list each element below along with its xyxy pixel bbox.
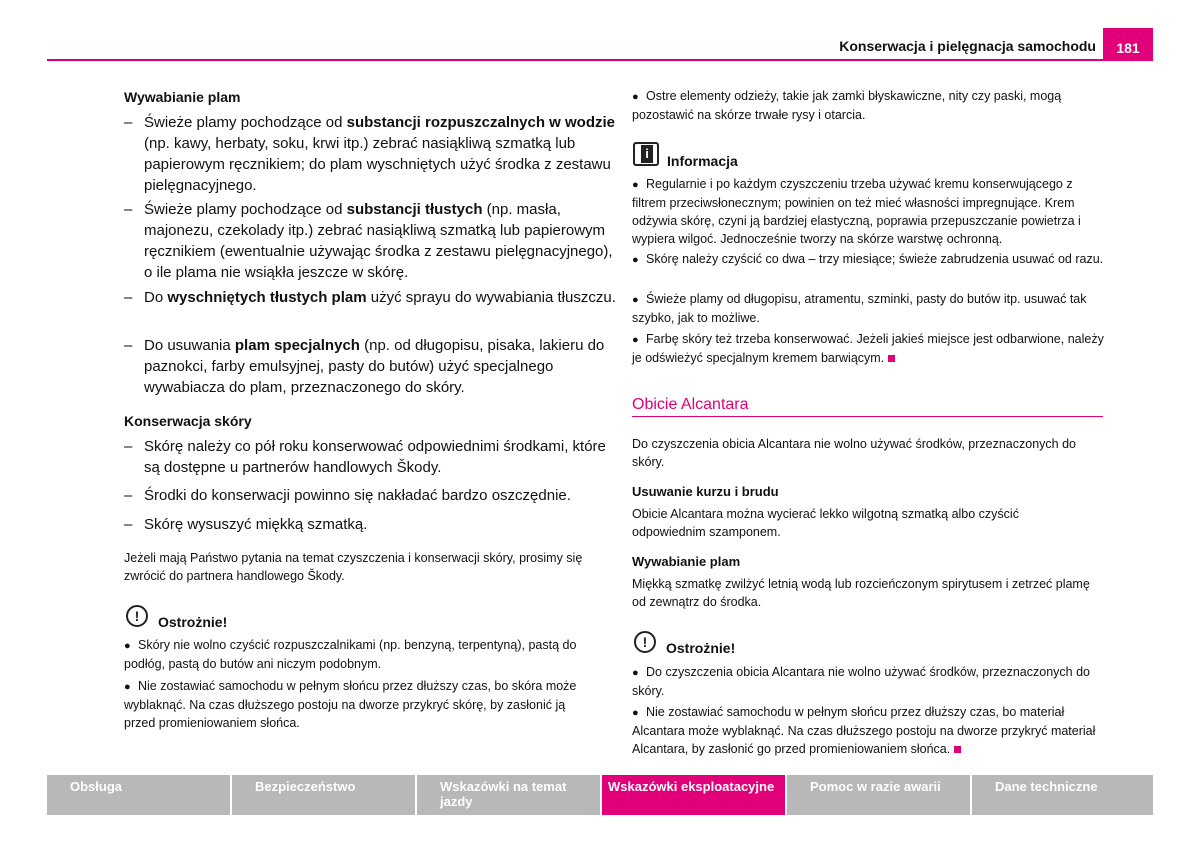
heading-wywabianie-plam: Wywabianie plam [124,89,241,105]
list-item: – Świeże plamy pochodzące od substancji rozpuszczalnych w wodzie (np. kawy, herbaty, soku, krwi itp.) zebrać nasiąkliwą szmatką lub papierowym ręcznikiem; do plam wyschniętych użyć środka z zestawu pielęgnacyjnego. [124,114,616,194]
warning-item: ● Nie zostawiać samochodu w pełnym słońcu przez dłuższy czas, bo materiał Alcantara może wyblaknąć. Na czas dłuższego postoju na dworze przykryć materiał Alcantara, by zasłonić go przed promieniowaniem słońca. [632,705,1096,756]
tab-dane-techniczne[interactable]: Dane techniczne [972,775,1153,815]
subheading-usuwanie-kurzu: Usuwanie kurzu i brudu [632,484,779,499]
tab-wskazowki-jazdy[interactable]: Wskazówki na temat jazdy [417,775,600,815]
subheading-wywabianie-plam: Wywabianie plam [632,554,741,569]
warning-title: Ostrożnie! [158,614,228,630]
section-title-alcantara: Obicie Alcantara [632,396,749,413]
info-icon: i [633,142,659,166]
tab-wskazowki-eksploatacyjne[interactable]: Wskazówki eksploatacyjne [602,775,785,815]
end-mark [954,746,961,753]
end-mark [888,355,895,362]
info-item: ● Świeże plamy od długopisu, atramentu, szminki, pasty do butów itp. usuwać tak szybko, jak to możliwe. [632,292,1087,325]
warning-icon: ! [126,605,148,627]
warning-item: ● Skóry nie wolno czyścić rozpuszczalnikami (np. benzyną, terpentyną), pastą do podłóg, pastą do butów ani niczym podobnym. [124,638,577,671]
paragraph: Obicie Alcantara można wycierać lekko wilgotną szmatką albo czyścić odpowiednim szamponem. [632,507,1019,539]
page-number: 181 [1103,28,1153,60]
tab-bezpieczenstwo[interactable]: Bezpieczeństwo [232,775,415,815]
list-item: – Do wyschniętych tłustych plam użyć sprayu do wywabiania tłuszczu. [124,289,616,306]
list-item: – Do usuwania plam specjalnych (np. od długopisu, pisaka, lakieru do paznokci, farby emulsyjnej, pasty do butów) użyć specjalnego wywabiacza do plam, przeznaczonego do skóry. [124,337,605,396]
chapter-tabs [47,775,1153,815]
info-item: ● Farbę skóry też trzeba konserwować. Jeżeli jakieś miejsce jest odbarwione, należy je odświeżyć specjalnym kremem barwiącym. [632,332,1104,365]
list-item: – Skórę wysuszyć miękką szmatką. [124,516,368,533]
warning-item: ● Do czyszczenia obicia Alcantara nie wolno używać środków, przeznaczonych do skóry. [632,665,1090,698]
header-rule [47,59,1153,61]
warning-item: ● Nie zostawiać samochodu w pełnym słońcu przez dłuższy czas, bo skóra może wyblaknąć. Na czas dłuższego postoju na dworze przykryć skórę, by zasłonić ją przed promieniowaniem słońca. [124,679,577,730]
warning-title: Ostrożnie! [666,640,736,656]
paragraph: Miękką szmatkę zwilżyć letnią wodą lub rozcieńczonym spirytusem i zetrzeć plamę od zewnątrz do środka. [632,577,1090,609]
page-header-title: Konserwacja i pielęgnacja samochodu [839,38,1096,54]
list-item: – Skórę należy co pół roku konserwować odpowiednimi środkami, które są dostępne u partnerów handlowych Škody. [124,438,606,476]
warning-icon: ! [634,631,656,653]
list-item: – Świeże plamy pochodzące od substancji tłustych (np. masła, majonezu, czekolady itp.) zebrać nasiąkliwą szmatką lub papierowym ręcznikiem (ewentualnie używając środka z zestawu pielęgnacyjnego), o ile plama nie wsiąkła jeszcze w skórę. [124,201,613,281]
heading-konserwacja-skory: Konserwacja skóry [124,413,252,429]
info-item: ● Regularnie i po każdym czyszczeniu trzeba używać kremu konserwującego z filtrem przeciwsłonecznym; powinien on też mieć własności impregnujące. Krem odżywia skórę, czyni ją bardziej elastyczną, poprawia przepuszczanie powietrza i wypiera wilgoć. Jednocześnie tworzy na skórze warstwę ochronną. [632,177,1081,246]
tab-pomoc-awarii[interactable]: Pomoc w razie awarii [787,775,970,815]
info-title: Informacja [667,153,738,169]
section-rule [632,416,1103,417]
note-paragraph: Jeżeli mają Państwo pytania na temat czyszczenia i konserwacji skóry, prosimy się zwrócić do partnera handlowego Škody. [124,551,583,583]
tab-obsluga[interactable]: Obsługa [47,775,230,815]
bullet-item: ● Ostre elementy odzieży, takie jak zamki błyskawiczne, nity czy paski, mogą pozostawić na skórze trwałe rysy i otarcia. [632,89,1062,122]
section-intro: Do czyszczenia obicia Alcantara nie wolno używać środków, przeznaczonych do skóry. [632,437,1076,469]
list-item: – Środki do konserwacji powinno się nakładać bardzo oszczędnie. [124,487,571,504]
info-item: ● Skórę należy czyścić co dwa – trzy miesiące; świeże zabrudzenia usuwać od razu. [632,252,1104,266]
